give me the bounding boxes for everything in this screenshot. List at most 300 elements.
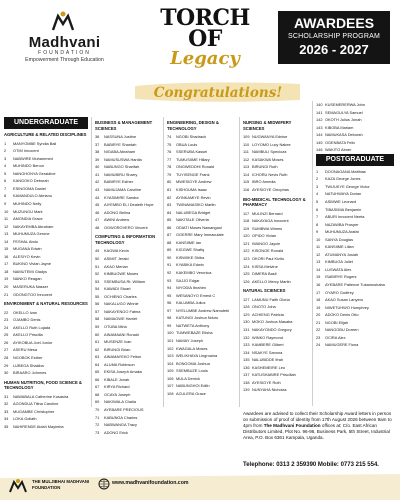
awardee-number: 57	[95, 308, 100, 314]
globe-icon	[98, 478, 110, 490]
awardee-name: NAHIRENDE Aidah Mayimba	[13, 423, 64, 429]
column-divider	[239, 117, 240, 407]
notice-text-1: Awardees are advised to collect their Scholarship Award letters in person on submission of proof of identity from 17th August 2026 between 9am to 4pm from	[243, 411, 392, 429]
awardee-row	[167, 156, 235, 164]
website-link[interactable]: www.madhvanifoundation.com	[112, 480, 189, 486]
awardee-number: 11	[4, 216, 9, 222]
awardee-name: MUHINDO Nelly	[13, 200, 42, 206]
awardee-name: NAKAYEMBA Abraham	[13, 223, 54, 229]
faculty-heading: NURSING & MIDWIFERY SCIENCES	[243, 120, 292, 131]
awardee-name: AKELLO Ruth Lujada	[13, 324, 51, 330]
awardee-name: BIRUNGI Ruth	[252, 164, 278, 170]
awardee-name: KISSA Melvine	[252, 263, 278, 269]
awardee-number: 85	[167, 217, 172, 223]
awardee-row	[4, 331, 88, 339]
awardee-name: OCHIENG Charles	[104, 293, 137, 299]
awardee-number: 122	[243, 248, 250, 254]
awardee-name: TUMWEBAZE Elisha	[176, 330, 213, 336]
awardee-number: 113	[243, 164, 250, 170]
awardee-row	[95, 186, 160, 194]
awardee-name: OCIRA Alex	[325, 334, 346, 340]
awardee-name: IBRO Amedia	[252, 179, 276, 185]
awardee-name: NABUNGO Sharifah	[104, 164, 140, 170]
awardee-name: KALUMBA Julius	[176, 300, 206, 306]
awardee-row	[95, 398, 160, 406]
foundation-emblem-icon	[8, 478, 28, 494]
awardee-name: KAMANDULO Abrianu	[13, 193, 52, 199]
awardee-name: DOONAGANA Matthias	[325, 168, 366, 174]
awardee-row	[4, 291, 88, 299]
awardee-name: KIRYA Richard	[104, 384, 130, 390]
awardee-name: TWINAMASIKO Martin	[176, 202, 216, 208]
awardee-number: 8	[316, 221, 319, 227]
awardee-number: 15	[316, 274, 321, 280]
awardee-name: KIBOBA Mariam	[325, 124, 354, 130]
awardee-number: 17	[316, 289, 321, 295]
awardee-row	[95, 331, 160, 339]
awardee-row	[95, 178, 160, 186]
awardee-name: SSEMBUSA Rt. William	[104, 278, 146, 284]
awardee-row	[4, 253, 88, 261]
awardee-name: NAWABALA Catherine Kusasira	[13, 393, 69, 399]
awardee-name: KIBALE Jonah	[104, 376, 130, 382]
awardee-name: WAKITO Abner	[325, 147, 352, 153]
awardee-name: ODIATI Moses Nawangaul	[176, 224, 222, 230]
awardee-number: 48	[95, 224, 100, 230]
awardee-row	[95, 361, 160, 369]
awardee-name: BABIRYE Esther	[104, 179, 134, 185]
awardee-row	[316, 109, 394, 117]
awardee-name: NGOBI Elijah	[325, 319, 349, 325]
awardee-number: 38	[95, 149, 100, 155]
awardee-name: OGERRE Mary Immaculate	[176, 232, 224, 238]
awardee-name: KASHEMEIRE Leo	[252, 364, 286, 370]
awardee-name: MUZUNGU Mark	[13, 208, 43, 214]
awardee-number: 63	[95, 354, 100, 360]
awardee-name: NAMUGERE Fiona	[325, 342, 359, 348]
contact-phone: Telephone: 0313 2 359390 Mobile: 0773 215 554.	[243, 462, 379, 468]
awardee-name: MANYOMBE Syndia Bali	[13, 140, 57, 146]
program-name: SCHOLARSHIP PROGRAM	[288, 33, 380, 40]
awardee-number: 25	[4, 332, 9, 338]
awardee-number: 80	[167, 179, 172, 185]
awardee-row	[95, 353, 160, 361]
awardee-row	[95, 278, 160, 286]
awardee-name: SSERUBA Kassel	[176, 149, 208, 155]
awardee-number: 108	[167, 390, 174, 396]
awardee-name: KUSEMERERWA John	[325, 102, 365, 107]
awardee-name: OTUBA Miria	[104, 323, 127, 329]
awardee-number: 104	[167, 360, 174, 366]
column-divider	[91, 117, 92, 407]
section-header: POSTGRADUATE	[316, 154, 394, 166]
awardee-name: NAKALUGO Winnie	[104, 301, 139, 307]
awardee-number: 23	[4, 317, 9, 323]
awardee-name: NASSUNA Justine	[104, 134, 137, 140]
column-undergraduate-1	[4, 117, 88, 431]
awardee-number: 133	[243, 342, 250, 348]
awardee-row	[243, 386, 309, 394]
awardee-number: 82	[167, 194, 172, 200]
awardee-row	[4, 393, 88, 401]
awardee-name: NAMAY Joseph	[176, 337, 204, 343]
awardee-number: 14	[316, 266, 321, 272]
awardee-name: OBUA Louis	[176, 141, 198, 147]
awardee-name: NUGWANYA Ednise	[252, 134, 288, 140]
awardee-row	[167, 382, 235, 390]
awardee-number: 6	[316, 206, 319, 212]
awardee-number: 120	[243, 233, 250, 239]
awardee-row	[243, 178, 309, 186]
awardee-name: SAJJO Edgar	[176, 277, 200, 283]
awardee-name: ADOKO Denis Otto	[325, 312, 359, 318]
awardee-number: 61	[95, 339, 100, 345]
awardee-name: AYINKAMIYE Revin	[176, 194, 211, 200]
awardee-number: 5	[4, 170, 7, 176]
awardee-number: 129	[243, 311, 250, 317]
logo-sub: FOUNDATION	[38, 50, 91, 56]
awardee-number: 123	[243, 256, 250, 262]
awardee-row	[243, 311, 309, 319]
awardee-number: 142	[316, 117, 323, 123]
awardee-row	[316, 139, 394, 147]
awardee-row	[243, 364, 309, 372]
awardee-row	[243, 240, 309, 248]
awardee-number: 59	[95, 323, 100, 329]
awardee-number: 52	[95, 271, 100, 277]
logo-name: Madhvani	[28, 34, 101, 51]
awardee-row	[95, 201, 160, 209]
awardee-row	[243, 171, 309, 179]
awardee-name: IWANGO Jaycie	[252, 240, 281, 246]
awardee-row	[316, 258, 394, 266]
awardee-row	[4, 223, 88, 231]
awardee-row	[4, 238, 88, 246]
awardee-number: 124	[243, 263, 250, 269]
awardee-number: 37	[95, 141, 100, 147]
awardee-name: AKELLO Priscilla	[13, 332, 43, 338]
awardee-name: NAMUKASA Deborah	[325, 132, 363, 138]
awardee-row	[4, 423, 88, 431]
awardee-row	[95, 163, 160, 171]
awardee-number: 7	[316, 214, 319, 220]
awardee-number: 18	[4, 268, 9, 274]
awardee-row	[95, 323, 160, 331]
awardee-number: 77	[167, 156, 172, 162]
awardee-row	[316, 198, 394, 206]
awardee-row	[4, 275, 88, 283]
awardee-number: 34	[4, 416, 9, 422]
awardee-row	[4, 177, 88, 185]
column-undergraduate-2	[95, 117, 160, 436]
awardee-number: 93	[167, 277, 172, 283]
awardee-row	[167, 246, 235, 254]
faculty-heading: ENGINEERING, DESIGN & TECHNOLOGY	[167, 120, 219, 131]
awardee-row	[95, 406, 160, 414]
awardee-number: 99	[167, 322, 172, 328]
awardee-row	[4, 415, 88, 423]
awardee-number: 125	[243, 271, 250, 277]
awardee-number: 1	[316, 168, 319, 174]
awardee-name: NGOBOK Esther	[13, 354, 43, 360]
awardee-row	[167, 345, 235, 353]
awardee-row	[95, 141, 160, 149]
awardee-name: KAMBERE Gilbert	[252, 342, 284, 348]
awardee-name: ASIMWE Leonard	[325, 199, 357, 205]
awardee-number: 10	[316, 236, 321, 242]
awardee-name: NABWANGA Tracy	[104, 422, 137, 428]
awardee-row	[243, 186, 309, 194]
awardee-row	[316, 131, 394, 139]
awardee-row	[4, 354, 88, 362]
awardee-row	[4, 140, 88, 148]
awardee-row	[316, 304, 394, 312]
awardee-row	[243, 210, 309, 218]
awardee-number: 116	[243, 187, 250, 193]
awardee-row	[316, 334, 394, 342]
awardee-name: KISWIIKE Shiba	[176, 254, 205, 260]
awardee-number: 72	[95, 422, 100, 428]
awardee-name: KIMBUGA Juliet	[325, 259, 353, 265]
awardee-number: 130	[243, 319, 250, 325]
awardee-row	[243, 379, 309, 387]
awardee-name: NIWETUHWO Humphrey	[325, 304, 369, 310]
awardee-number: 89	[167, 247, 172, 253]
awardee-name: KAGWA Kevin	[104, 248, 129, 254]
awardee-row	[167, 163, 235, 171]
awardee-name: LOKA Goliath	[13, 416, 37, 422]
awardee-number: 30	[4, 370, 9, 376]
awardee-number: 22	[4, 309, 9, 315]
awardee-row	[316, 236, 394, 244]
awardee-row	[243, 263, 309, 271]
awardee-row	[4, 362, 88, 370]
awardee-row	[243, 133, 309, 141]
awardee-number: 54	[95, 286, 100, 292]
awardee-row	[243, 141, 309, 149]
awardee-number: 21	[316, 319, 321, 325]
awardee-number: 9	[4, 200, 7, 206]
awardee-name: ACULERA Grace	[176, 390, 206, 396]
awardee-row	[95, 247, 160, 255]
awardee-number: 36	[95, 134, 100, 140]
awardee-name: AYEBARE PRECIOUS	[104, 406, 144, 412]
awardee-name: ALESIYO Kevin	[13, 253, 41, 259]
awardee-row	[243, 296, 309, 304]
awardee-row	[243, 270, 309, 278]
awardee-name: AIYEMBO ELI Dealeth Hope	[104, 202, 154, 208]
awardee-number: 144	[316, 132, 323, 138]
congratulations-text: Congratulations!	[153, 85, 283, 101]
awardee-number: 19	[4, 276, 9, 282]
awardee-name: NAKIWALA Chalia	[104, 399, 136, 405]
awardee-number: 97	[167, 307, 172, 313]
awardee-row	[95, 156, 160, 164]
awardee-name: OJAMBO Denis	[13, 317, 41, 323]
awardee-name: NAZAWBA Prosper	[325, 221, 359, 227]
awardee-row	[167, 375, 235, 383]
awardee-row	[243, 278, 309, 286]
faculty-heading: BIO-MEDICAL TECHNOLOGY & PHARMACY	[243, 196, 306, 208]
awardee-name: NALUBEGA Bridget	[176, 209, 211, 215]
awardee-number: 139	[243, 387, 250, 393]
awardee-row	[95, 293, 160, 301]
awardee-number: 45	[95, 202, 100, 208]
awardee-row	[4, 260, 88, 268]
awardee-number: 19	[316, 304, 321, 310]
awardee-name: NAKAYENGO Fatma	[104, 308, 141, 314]
awardee-number: 17	[4, 261, 9, 267]
awardee-name: BONGOMA Joshua	[176, 360, 210, 366]
awardee-row	[95, 255, 160, 263]
awardee-number: 41	[95, 171, 100, 177]
awardee-number: 26	[4, 339, 9, 345]
awardee-row	[167, 277, 235, 285]
awardee-row	[167, 284, 235, 292]
awardee-number: 32	[4, 401, 9, 407]
awardee-number: 4	[4, 163, 7, 169]
awardee-number: 10	[4, 208, 9, 214]
awardee-row	[4, 230, 88, 238]
awardee-row	[95, 338, 160, 346]
awardee-row	[316, 116, 394, 124]
awardee-row	[167, 329, 235, 337]
awardee-name: AYESIGYE Ruth	[252, 379, 281, 385]
awardee-number: 110	[243, 141, 250, 147]
awardee-number: 134	[243, 349, 250, 355]
awardee-name: ABURI Innocent Neeta	[325, 214, 365, 220]
awardee-number: 128	[243, 304, 250, 310]
awardee-name: MULINZI Bernard	[252, 210, 283, 216]
awardee-name: NANKO Reagan	[13, 276, 42, 282]
awardee-name: TIBASIIMA Benjamin	[325, 206, 362, 212]
faculty-heading: HUMAN NUTRITION, FOOD SCIENCE & TECHNOLOGY	[4, 379, 82, 391]
awardee-row	[167, 367, 235, 375]
awardee-name: ONOTO Joha	[252, 304, 276, 310]
awardee-number: 126	[243, 278, 250, 284]
awardee-number: 7	[4, 185, 7, 191]
awardee-row	[167, 261, 235, 269]
faculty-heading: AGRICULTURE & RELATED DISCIPLINES	[4, 132, 87, 137]
awardee-row	[167, 133, 235, 141]
awardee-number: 40	[95, 164, 100, 170]
awardee-number: 51	[95, 263, 100, 269]
awardee-number: 75	[167, 141, 172, 147]
awardee-row	[167, 307, 235, 315]
awardee-row	[316, 266, 394, 274]
awardee-row	[4, 400, 88, 408]
awardee-number: 49	[95, 248, 100, 254]
awardee-name: OGWOROVERO Vincent	[104, 224, 148, 230]
awardee-number: 87	[167, 232, 172, 238]
awardee-name: KIGGWE Shafiq	[176, 247, 205, 253]
awardee-number: 70	[95, 406, 100, 412]
awardee-name: ALUMA Robinson	[104, 361, 135, 367]
awardee-name: OKORI Paul Kizito	[252, 256, 285, 262]
awardee-name: LUSWATA Alex	[325, 266, 352, 272]
awardee-row	[95, 148, 160, 156]
awardee-row	[316, 124, 394, 132]
awardee-name: NSAKYE Sanona	[252, 349, 283, 355]
awardee-row	[95, 171, 160, 179]
awardee-number: 141	[316, 109, 323, 115]
awardee-name: MUHUMUZA Gerone	[13, 231, 50, 237]
awardee-row	[243, 247, 309, 255]
awardee-number: 145	[316, 139, 323, 145]
awardee-name: KANSIIME Lilian	[325, 244, 354, 250]
awardee-number: 101	[167, 337, 174, 343]
awardee-name: OKOTH Julius Jonah	[325, 117, 362, 123]
awardee-row	[316, 243, 394, 251]
awardee-number: 112	[243, 156, 250, 162]
awardee-name: AMONDIA Grace	[13, 216, 43, 222]
awardee-row	[95, 368, 160, 376]
awardee-name: KATUSHABIRE Priscillah	[252, 372, 296, 378]
awardee-number: 1	[4, 140, 7, 146]
awardee-row	[4, 268, 88, 276]
awardee-number: 11	[316, 244, 321, 250]
awardee-number: 136	[243, 364, 250, 370]
awardee-number: 31	[4, 393, 9, 399]
awardee-number: 88	[167, 239, 172, 245]
awardee-number: 140	[316, 102, 323, 107]
awardee-name: WINKO Raymond	[252, 334, 283, 340]
awardee-row	[316, 296, 394, 304]
awardee-row	[95, 263, 160, 271]
awardee-row	[167, 194, 235, 202]
awardee-number: 96	[167, 300, 172, 306]
awardee-row	[243, 356, 309, 364]
awardee-name: BUKINO Vivian Jayne	[13, 261, 51, 267]
awardee-name: MUSENZE Ivan	[104, 339, 132, 345]
awardee-row	[316, 175, 394, 183]
awardee-number: 21	[4, 291, 9, 297]
awardee-number: 15	[4, 246, 9, 252]
awardee-name: MASERUKA Nasser	[13, 283, 49, 289]
awardee-name: SSEMBUZE Louis	[176, 368, 208, 374]
faculty-heading: NATURAL SCIENCES	[243, 288, 286, 294]
awardee-name: NANGHONYA Geraldine	[13, 170, 56, 176]
awardee-number: 4	[316, 191, 319, 197]
awardee-name: AKAO Susan Lanyero	[325, 297, 364, 303]
awardee-number: 2	[316, 176, 319, 182]
awardee-name: NALUBIDDE Ifrah	[252, 357, 284, 363]
awardee-row	[316, 273, 394, 281]
awardee-row	[316, 289, 394, 297]
footer-foundation-name-2: FOUNDATION	[32, 485, 61, 490]
awardee-number: 114	[243, 171, 250, 177]
awardee-name: ONGWEDDHI Ronald	[176, 164, 215, 170]
awardee-number: 46	[95, 209, 100, 215]
awardee-name: MWESIGYE Andrew	[176, 179, 212, 185]
awardee-number: 20	[316, 312, 321, 318]
awardee-number: 84	[167, 209, 172, 215]
awardee-number: 109	[243, 134, 250, 140]
awardee-number: 117	[243, 210, 250, 216]
awardee-row	[316, 311, 394, 319]
awardee-row	[243, 318, 309, 326]
awardee-number: 106	[167, 375, 174, 381]
awardee-name: NAMUJAMA Caroline	[104, 187, 142, 193]
awardee-number: 81	[167, 187, 172, 193]
awardee-row	[95, 300, 160, 308]
awardee-row	[243, 163, 309, 171]
awardee-row	[167, 178, 235, 186]
awardee-number: 78	[167, 164, 172, 170]
awardee-number: 53	[95, 278, 100, 284]
awardee-name: KIMBUGWE Moses	[104, 271, 139, 277]
awardee-row	[95, 414, 160, 422]
